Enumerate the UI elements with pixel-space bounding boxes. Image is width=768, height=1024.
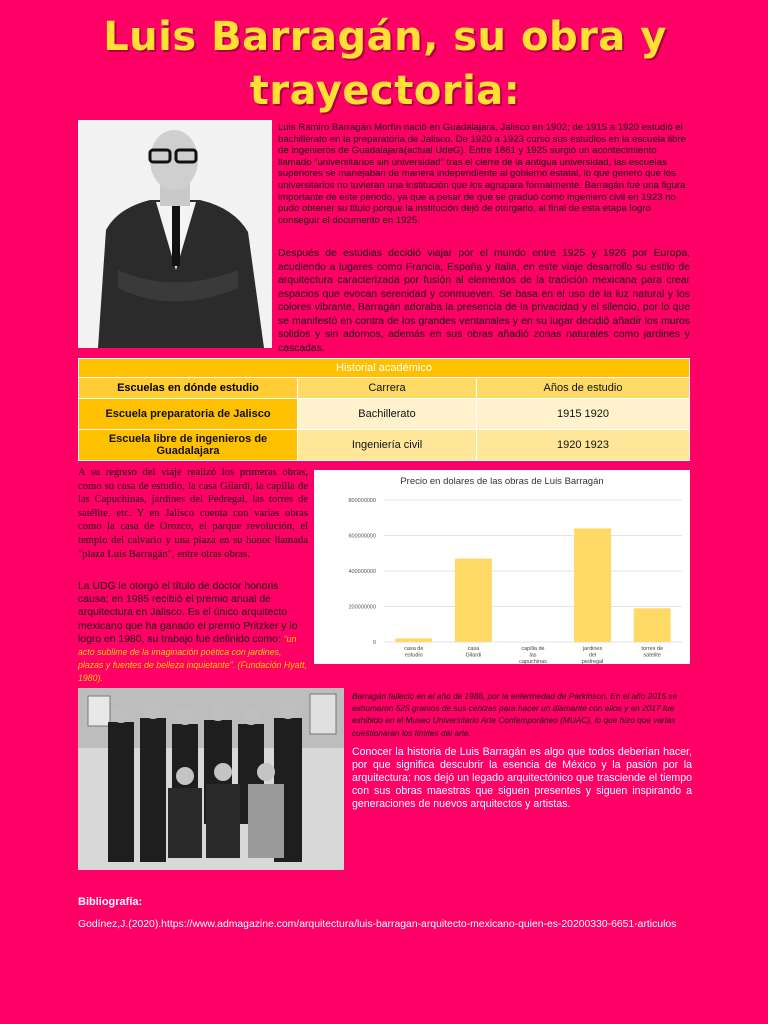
travel-paragraph: Después de estudias decidió viajar por el mundo entre 1925 y 1926 por Europa, acudiendo a lugares como Francia, España y Italia, en este viaje desarrollo su estilo de arquitectura caracterizada por fusión al elementos de la tradición mexicana para crear espacios que evocan serenidad y conmueven. Se basa en el uso de la luz natural y los colores vibrante, Barragán adoraba la presencia de la privacidad y el silencio, por lo que se manifestó en contra de los grandes ventanales y en su lugar decidió añadir los muros solidos y sin adornos, además en sus obras añadió zonas naturales como jardines y cascadas.	[278, 248, 690, 354]
chart-xtick-label: pedregal	[581, 659, 604, 664]
chart-bar	[395, 638, 432, 642]
cell-career: Ingeniería civil	[298, 430, 477, 461]
chart-bar	[574, 528, 611, 642]
column-header-school: Escuelas en dónde estudio	[79, 378, 298, 399]
chart-xtick-label: jardines	[582, 646, 603, 652]
chart-xtick-label: del	[588, 652, 597, 659]
cell-years: 1915 1920	[477, 399, 690, 430]
chart-xtick-label: las	[529, 652, 537, 659]
chart-plot	[314, 470, 690, 664]
chart-ytick-label: 400000000	[348, 569, 376, 575]
bibliography-entry: Godínez,J.(2020).https://www.admagazine.com/arquitectura/luis-barragan-arquitecto-mexicano-quien-es-20200330-6651-articulos	[78, 919, 677, 930]
chart-xtick-label: casa de	[404, 646, 424, 652]
table-row	[79, 430, 690, 461]
column-header-years: Años de estudio	[477, 378, 690, 399]
chart-xtick-label: torres de	[641, 646, 664, 652]
chart-ytick-label: 600000000	[348, 533, 376, 540]
group-photo	[78, 688, 344, 870]
chart-bar	[634, 608, 671, 642]
chart-xtick-label: casa	[467, 646, 480, 652]
chart-xtick-label: estudio	[404, 652, 423, 659]
page-title: Luis Barragán, su obra y trayectoria:	[103, 14, 667, 114]
chart-xtick-label: capuchinas	[519, 659, 547, 664]
works-paragraph: A su regreso del viaje realizó los primeras obras, como su casa de estudio, la casa Gilardi, la capilla de las Capuchinas, jardines del Pedregal, las torres de satélite, etc. Y en Jalisco cuenta con varias obras como la casa de Orozco, el parque revolución, el templo del calvario y una plaza en su honor llamada "plaza Luis Barragán", entre otras obras.	[78, 467, 308, 560]
intro-paragraph: Luis Ramiro Barragán Morfín nació en Guadalajara, Jalisco en 1902; de 1915 a 1920 estudió el bachillerato en la preparatoria de Jalisco. De 1920 a 1923 curso sus estudios en la escuela libre de ingenieros de Guadalajara(actual UdeG). Entre 1861 y 1925 surgió un acontecimiento llamado “universitarios sin universidad” tras el cierre de la antigua universidad, las escuelas superiores se manejaban de manera independiente al gobierno estatal, lo que genero que los universitarios no tuvieran una institución que los agrupara formalmente. Barragán fue una figura importante de este periodo, ya que a pesar de que se graduó como ingeniero civil en 1923 no pudo obtener su titulo porque la institución dejó de otorgarlo, al final de esta etapa logro conseguir el documento en 1925.	[278, 122, 686, 226]
cell-school: Escuela libre de ingenieros de Guadalajara	[79, 430, 298, 461]
award-paragraph	[78, 580, 308, 686]
closing-paragraph: Conocer la historia de Luis Barragán es algo que todos deberían hacer, por que significa descubrir la esencia de México y la pasión por la arquitectura; nos dejó un legado arquitectónico que trasciende el tiempo con sus obras maestras que siguen presentes y siguen inspirando a generaciones de nuevos arquitectos y artistas.	[352, 746, 692, 810]
table-row	[79, 399, 690, 430]
cell-career: Bachillerato	[298, 399, 477, 430]
chart-xtick-label: Gilardi	[465, 652, 482, 659]
award-text: La UDG le otorgó el título de doctor honoris causa; en 1985 recibió el premio anual de arquitectura en Jalisco. Es el único arquitecto mexicano que ha ganado el premio Pritzker y lo logro en 1980, su trabajo fue definido como:	[78, 581, 298, 645]
price-chart	[314, 470, 690, 664]
award-quote: “un acto sublime de la imaginación poética con jardines, plazas y fuentes de belleza inquietante”. (Fundación Hyatt, 1980).	[78, 633, 307, 684]
chart-ytick-label: 200000000	[348, 604, 376, 611]
chart-xtick-label: capilla de	[521, 646, 545, 652]
death-paragraph: Barragán falleció en el año de 1988, por la enfermedad de Parkinson. En el año 2015 se exhumaron 525 gramos de sus cenizas para hacer un diamante con ellos y en 2017 fue exhibido en el Museo Universitario Arte Contemporáneo (MUAC), lo que hizo que varias cuestionaran los límites del arte.	[352, 691, 678, 738]
bibliography-heading: Bibliografía:	[78, 896, 143, 908]
chart-xtick-label: satelite	[643, 652, 661, 659]
chart-bar	[455, 559, 492, 642]
academic-history-table	[78, 358, 690, 461]
chart-ytick-label: 800000000	[348, 498, 376, 504]
cell-school: Escuela preparatoria de Jalisco	[79, 399, 298, 430]
column-header-career: Carrera	[298, 378, 477, 399]
chart-title: Precio en dolares de las obras de Luis Barragán	[400, 476, 604, 487]
cell-years: 1920 1923	[477, 430, 690, 461]
chart-ytick-label: 0	[372, 640, 376, 646]
table-caption: Historial académico	[79, 359, 690, 378]
portrait-photo	[78, 120, 272, 348]
